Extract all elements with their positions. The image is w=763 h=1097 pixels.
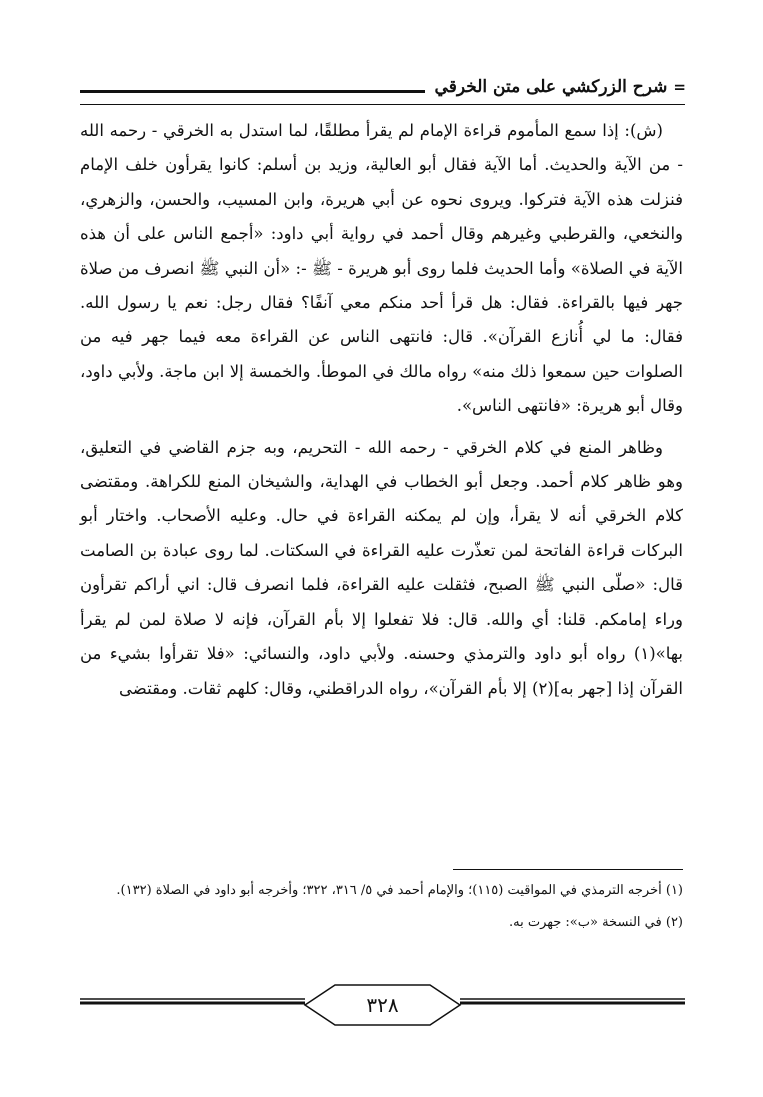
header-marker: = xyxy=(673,78,685,96)
running-header xyxy=(80,74,685,100)
footnote: (٢) في النسخة «ب»: جهرت به. xyxy=(509,915,683,930)
header-rule xyxy=(80,90,425,93)
footnotes xyxy=(82,878,683,935)
paragraph: وظاهر المنع في كلام الخرقي - رحمه الله - التحريم، وبه جزم القاضي في التعليق، وهو ظاهر كلام أحمد. وجعل أبو الخطاب في الهداية، والشيخان المنع للكراهة. ومقتضى كلام الخرقي أنه لا يقرأ، وإن لم يمكنه القراءة في حال. وعليه الأصحاب. واختار أبو البركات قراءة الفاتحة لمن تعذّرت عليه القراءة في السكتات. لما روى عبادة بن الصامت قال: «صلّى النبي ﷺ الصبح، فثقلت عليه القراءة، فلما انصرف قال: اني أراكم تقرأون وراء إمامكم. قلنا: أي والله. قال: فلا تفعلوا إلا بأم القرآن، فإنه لا صلاة لمن لم يقرأ بها»(١) رواه أبو داود والترمذي وحسنه. ولأبي داود، والنسائي: «فلا تقرأوا بشيء من القرآن إذا [جهر به](٢) إلا بأم القرآن»، رواه الدراقطني، وقال: كلهم ثقات. ومقتضى xyxy=(80,437,683,698)
paragraph: (ش): إذا سمع المأموم قراءة الإمام لم يقرأ مطلقًا، لما استدل به الخرقي - رحمه الله - من الآية والحديث. أما الآية فقال أبو العالية، وزيد بن أسلم: كانوا يقرأون خلف الإمام فنزلت هذه الآية فتركوا. ويروى نحوه عن أبي هريرة، وابن المسيب، والحسن، والزهري، والنخعي، والقرطبي وغيرهم وقال أحمد في رواية أبي داود: «أجمع الناس على أن هذه الآية في الصلاة» وأما الحديث فلما روى أبو هريرة - ﷺ -: «أن النبي ﷺ انصرف من صلاة جهر فيها بالقراءة. فقال: هل قرأ أحد منكم معي آنفًا؟ فقال رجل: نعم يا رسول الله. فقال: ما لي أُنازع القرآن». قال: فانتهى الناس عن القراءة معه فيما جهر فيه من الصلوات حين سمعوا ذلك منه» رواه مالك في الموطأ. والخمسة إلا ابن ماجة. ولأبي داود، وقال أبو هريرة: «فانتهى الناس». xyxy=(80,121,683,416)
main-text xyxy=(80,114,683,706)
header-title: شرح الزركشي على متن الخرقي xyxy=(434,77,668,97)
footnote: (١) أخرجه الترمذي في المواقيت (١١٥)؛ والإمام أحمد في ٥/ ٣١٦، ٣٢٢؛ وأخرجه أبو داود في الصلاة (١٣٢). xyxy=(116,883,683,898)
header-underline xyxy=(80,104,685,105)
page-footer xyxy=(80,983,685,1027)
footnote-separator xyxy=(453,869,683,870)
page-number: ٣٢٨ xyxy=(366,993,399,1017)
